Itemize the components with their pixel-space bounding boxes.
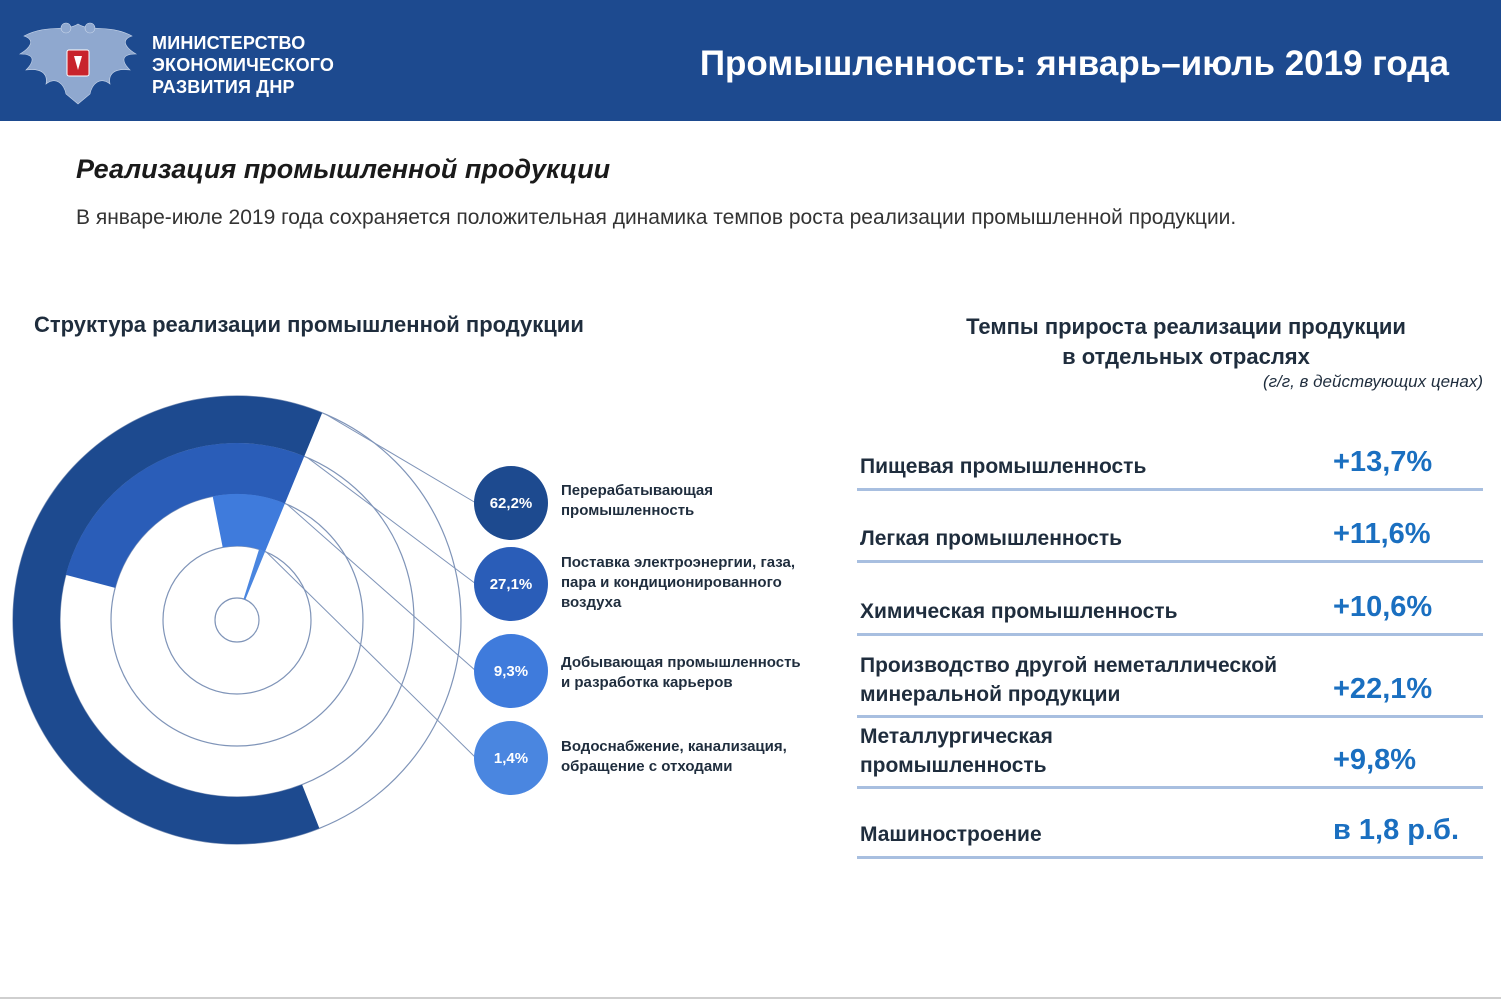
ministry-line: МИНИСТЕРСТВО [152, 33, 306, 53]
legend-label-line: воздуха [561, 594, 622, 611]
industry-name [860, 452, 1146, 481]
legend-label-line: Поставка электроэнергии, газа, [561, 554, 795, 571]
industry-name-line: Легкая промышленность [860, 527, 1123, 550]
growth-title-line: в отдельных отраслях [1062, 344, 1310, 369]
value-label: 62,2% [489, 495, 533, 512]
legend-label-line: Добывающая промышленность [561, 654, 801, 671]
value-label: 9,3% [493, 663, 529, 680]
ring-segment [244, 549, 266, 599]
ring-segment [213, 494, 285, 552]
legend-label-line: промышленность [561, 502, 695, 519]
value-label: 27,1% [489, 576, 533, 593]
growth-row [857, 572, 1483, 636]
leader-line [308, 458, 476, 584]
page-title: Промышленность: январь–июль 2019 года [699, 44, 1449, 83]
section-title: Реализация промышленной продукции [76, 154, 611, 184]
growth-table-title [880, 312, 1492, 372]
industry-name-line: минеральной продукции [860, 683, 1121, 706]
growth-value: +10,6% [1333, 591, 1433, 623]
growth-row [857, 648, 1483, 718]
structure-chart-title: Структура реализации промышленной продукции [34, 312, 584, 337]
value-label: 1,4% [493, 750, 529, 767]
industry-name [860, 597, 1177, 626]
growth-row [857, 502, 1483, 563]
growth-value: +22,1% [1333, 673, 1433, 705]
growth-row [857, 800, 1483, 859]
growth-value: +13,7% [1333, 446, 1433, 478]
leader-line [266, 552, 476, 758]
header-bar [0, 0, 1501, 121]
legend-label [561, 653, 801, 693]
legend-label [561, 553, 795, 613]
intro-text: В январе-июле 2019 года сохраняется положительная динамика темпов роста реализации промышленной продукции. [76, 206, 1237, 229]
footer-divider [0, 997, 1501, 999]
ministry-line: РАЗВИТИЯ ДНР [152, 77, 295, 97]
industry-name [860, 722, 1053, 780]
growth-value: +11,6% [1333, 518, 1431, 550]
legend-label-line: пара и кондиционированного [561, 574, 782, 591]
guide-ring [215, 598, 259, 642]
legend-label-line: обращение с отходами [561, 758, 733, 775]
leader-line [326, 415, 476, 503]
growth-value: +9,8% [1333, 744, 1417, 776]
ministry-line: ЭКОНОМИЧЕСКОГО [152, 55, 335, 75]
legend-label [561, 481, 713, 521]
growth-table-subtitle: (г/г, в действующих ценах) [1262, 372, 1483, 391]
industry-name-line: Машиностроение [860, 823, 1042, 846]
industry-name [860, 524, 1122, 553]
leader-line [287, 504, 476, 671]
growth-title-line: Темпы прироста реализации продукции [966, 314, 1406, 339]
legend-label-line: Водоснабжение, канализация, [561, 738, 787, 755]
industry-name-line: Химическая промышленность [860, 600, 1178, 623]
structure-radial-chart [0, 380, 860, 860]
industry-name-line: Производство другой неметаллической [860, 654, 1278, 677]
industry-name-line: Металлургическая [860, 725, 1053, 748]
growth-row [857, 430, 1483, 491]
coat-of-arms-icon [16, 14, 140, 108]
legend-label [561, 737, 787, 777]
industry-name-line: Пищевая промышленность [860, 455, 1147, 478]
industry-name [860, 820, 1042, 849]
growth-value: в 1,8 р.б. [1333, 814, 1459, 846]
guide-ring [163, 546, 311, 694]
growth-row [857, 726, 1483, 789]
industry-name-line: промышленность [860, 754, 1047, 777]
legend-label-line: Перерабатывающая [561, 482, 714, 499]
legend-label-line: и разработка карьеров [561, 674, 733, 691]
ministry-name [152, 32, 334, 98]
industry-name [860, 651, 1277, 709]
